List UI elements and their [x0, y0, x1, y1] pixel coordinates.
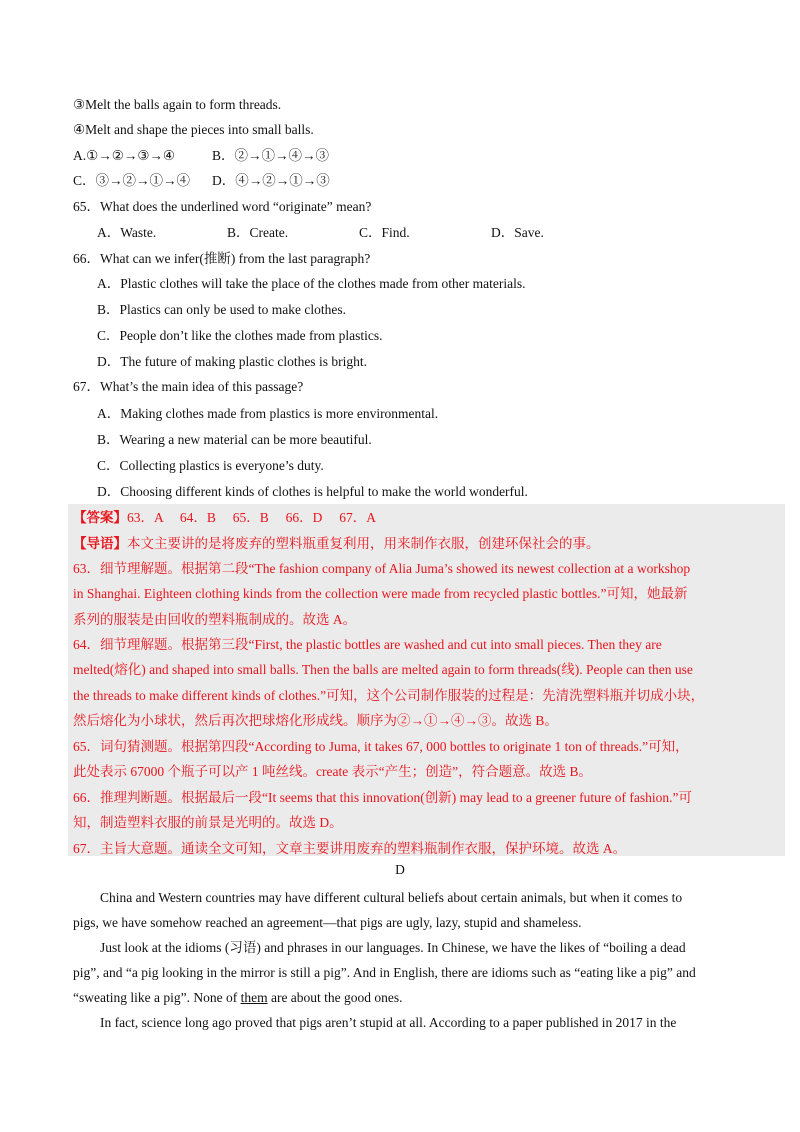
explanation-65-line-2: 此处表示 67000 个瓶子可以产 1 吨丝线。create 表示“产生；创造”，符合题意。故选 B。: [73, 764, 592, 779]
explanation-66-line-1: 66．推理判断题。根据最后一段“It seems that this innovation(创新) may lead to a greener future of fashion.”可: [73, 790, 692, 805]
guide-text: 本文主要讲的是将废弃的塑料瓶重复利用，用来制作衣服，创建环保社会的事。: [127, 536, 600, 551]
underlined-word-them: them: [240, 990, 268, 1005]
q67-option-b: B．Wearing a new material can be more beautiful.: [97, 432, 372, 447]
explanation-63-line-3: 系列的服装是由回收的塑料瓶制成的。故选 A。: [73, 612, 357, 627]
q65-option-b: B．Create.: [227, 225, 289, 240]
explanation-63-line-1: 63．细节理解题。根据第二段“The fashion company of Alia Juma’s showed its newest collection at a workshop: [73, 561, 691, 576]
p2-line-3-start: “sweating like a pig”. None of: [73, 990, 241, 1005]
explanation-64-line-1: 64．细节理解题。根据第三段“First, the plastic bottles are washed and cut into small pieces. Then they are: [73, 637, 662, 652]
guide: [73, 535, 600, 553]
q66-option-b: B．Plastics can only be used to make clothes.: [97, 302, 346, 317]
q65-option-c: C．Find.: [359, 225, 410, 240]
q65-option-a: A．Waste.: [97, 225, 157, 240]
p2-line-3-end: are about the good ones.: [267, 990, 403, 1005]
q64-option-b: B．②→①→④→③: [212, 148, 330, 163]
q67-stem: 67．What’s the main idea of this passage?: [73, 379, 304, 394]
answer-key-text: 63．A 64．B 65．B 66．D 67．A: [127, 510, 377, 525]
passage-d-p2-line-1: Just look at the idioms (习语) and phrases in our languages. In Chinese, we have the likes of “boiling a dead: [100, 940, 686, 955]
explanation-64-line-2: melted(熔化) and shaped into small balls. Then the balls are melted again to form threads(线). People can then use: [73, 662, 693, 677]
q64-option-c: C．③→②→①→④: [73, 173, 191, 188]
explanation-65-line-1: 65．词句猜测题。根据第四段“According to Juma, it takes 67, 000 bottles to originate 1 ton of threads.”可知，: [73, 739, 689, 754]
passage-d-p2-line-2: pig”, and “a pig looking in the mirror is still a pig”. And in English, there are idioms such as “eating like a pig” and: [73, 965, 696, 980]
q67-option-d: D．Choosing different kinds of clothes is helpful to make the world wonderful.: [97, 484, 528, 499]
guide-label: 【导语】: [73, 536, 127, 551]
q67-option-a: A．Making clothes made from plastics is more environmental.: [97, 406, 439, 421]
passage-d-p3-line-1: In fact, science long ago proved that pigs aren’t stupid at all. According to a paper published in 2017 in the: [100, 1015, 677, 1030]
step-4: ④Melt and shape the pieces into small balls.: [73, 122, 314, 137]
passage-d-p1-line-2: pigs, we have somehow reached an agreement—that pigs are ugly, lazy, stupid and shameless.: [73, 915, 582, 930]
step-3: ③Melt the balls again to form threads.: [73, 97, 282, 112]
explanation-63-line-2: in Shanghai. Eighteen clothing kinds from the collection were made from recycled plastic bottles.”可知，她最新: [73, 586, 688, 601]
explanation-64-line-3: the threads to make different kinds of clothes.”可知，这个公司制作服装的过程是：先清洗塑料瓶并切成小块，: [73, 688, 705, 703]
explanation-67-line-1: 67．主旨大意题。通读全文可知，文章主要讲用废弃的塑料瓶制作衣服，保护环境。故选 A。: [73, 841, 627, 856]
explanation-66-line-2: 知，制造塑料衣服的前景是光明的。故选 D。: [73, 815, 343, 830]
answer-key: [73, 509, 376, 527]
passage-d-p1-line-1: China and Western countries may have different cultural beliefs about certain animals, but when it comes to: [100, 890, 683, 905]
q66-stem: 66．What can we infer(推断) from the last paragraph?: [73, 251, 371, 266]
passage-d-title: D: [395, 862, 405, 877]
answer-key-label: 【答案】: [73, 510, 127, 525]
q64-option-a: A.①→②→③→④: [73, 148, 176, 163]
q65-option-d: D．Save.: [491, 225, 544, 240]
q67-option-c: C．Collecting plastics is everyone’s duty.: [97, 458, 324, 473]
explanation-64-line-4: 然后熔化为小球状，然后再次把球熔化形成线。顺序为②→①→④→③。故选 B。: [73, 713, 558, 728]
q66-option-d: D．The future of making plastic clothes is bright.: [97, 354, 367, 369]
q64-option-d: D．④→②→①→③: [212, 173, 330, 188]
q65-stem: 65．What does the underlined word “originate” mean?: [73, 199, 372, 214]
q66-option-a: A．Plastic clothes will take the place of the clothes made from other materials.: [97, 276, 526, 291]
q66-option-c: C．People don’t like the clothes made from plastics.: [97, 328, 383, 343]
passage-d-p2-line-3: [73, 989, 403, 1007]
